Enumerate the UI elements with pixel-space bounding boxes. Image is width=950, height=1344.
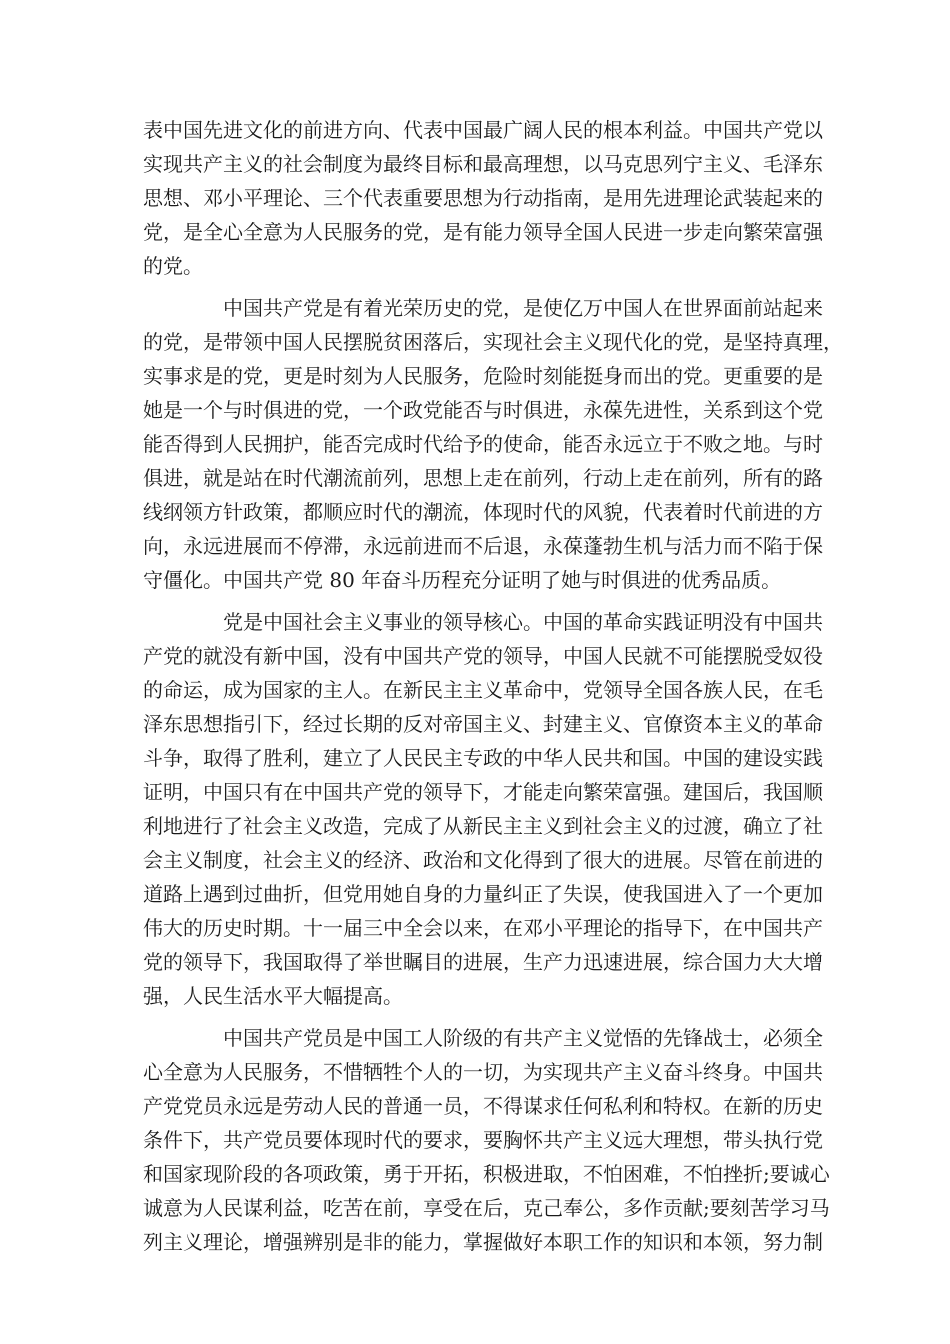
text-line: 证明，中国只有在中国共产党的领导下，才能走向繁荣富强。建国后，我国顺 bbox=[143, 780, 823, 804]
text-line: 产党的就没有新中国，没有中国共产党的领导，中国人民就不可能摆脱受奴役 bbox=[143, 644, 823, 668]
text-line: 诚意为人民谋利益，吃苦在前，享受在后，克己奉公，多作贡献;要刻苦学习马 bbox=[143, 1196, 830, 1220]
text-line: 思想、邓小平理论、三个代表重要思想为行动指南，是用先进理论武装起来的 bbox=[143, 186, 823, 210]
paragraph-3 bbox=[143, 605, 823, 1013]
text-line: 强，人民生活水平大幅提高。 bbox=[143, 984, 403, 1008]
text-line: 条件下，共产党员要体现时代的要求，要胸怀共产主义远大理想，带头执行党 bbox=[143, 1128, 823, 1152]
text-line: 的党，是带领中国人民摆脱贫困落后，实现社会主义现代化的党，是坚持真理， bbox=[143, 330, 843, 354]
text-line: 产党党员永远是劳动人民的普通一员，不得谋求任何私利和特权。在新的历史 bbox=[143, 1094, 823, 1118]
text-line: 中国共产党是有着光荣历史的党，是使亿万中国人在世界面前站起来 bbox=[223, 296, 823, 320]
text-line: 党，是全心全意为人民服务的党，是有能力领导全国人民进一步走向繁荣富强 bbox=[143, 220, 823, 244]
text-line: 列主义理论，增强辨别是非的能力，掌握做好本职工作的知识和本领，努力制 bbox=[143, 1230, 823, 1254]
text-line: 表中国先进文化的前进方向、代表中国最广阔人民的根本利益。中国共产党以 bbox=[143, 118, 823, 142]
text-line: 心全意为人民服务，不惜牺牲个人的一切，为实现共产主义奋斗终身。中国共 bbox=[143, 1060, 823, 1084]
text-line: 实事求是的党，更是时刻为人民服务，危险时刻能挺身而出的党。更重要的是 bbox=[143, 364, 823, 388]
text-line: 利地进行了社会主义改造，完成了从新民主主义到社会主义的过渡，确立了社 bbox=[143, 814, 823, 838]
text-line: 斗争，取得了胜利，建立了人民民主专政的中华人民共和国。中国的建设实践 bbox=[143, 746, 823, 770]
paragraph-1 bbox=[143, 113, 823, 283]
document-body bbox=[143, 113, 843, 1259]
text-line: 党是中国社会主义事业的领导核心。中国的革命实践证明没有中国共 bbox=[223, 610, 823, 634]
text-line: 守僵化。中国共产党 80 年奋斗历程充分证明了她与时俱进的优秀品质。 bbox=[143, 568, 782, 592]
paragraph-4 bbox=[143, 1021, 830, 1259]
text-line: 线纲领方针政策，都顺应时代的潮流，体现时代的风貌，代表着时代前进的方 bbox=[143, 500, 823, 524]
text-line: 的党。 bbox=[143, 254, 203, 278]
text-line: 她是一个与时俱进的党，一个政党能否与时俱进，永葆先进性，关系到这个党 bbox=[143, 398, 823, 422]
text-line: 中国共产党员是中国工人阶级的有共产主义觉悟的先锋战士，必须全 bbox=[223, 1026, 823, 1050]
text-line: 道路上遇到过曲折，但党用她自身的力量纠正了失误，使我国进入了一个更加 bbox=[143, 882, 823, 906]
text-line: 实现共产主义的社会制度为最终目标和最高理想，以马克思列宁主义、毛泽东 bbox=[143, 152, 823, 176]
text-line: 泽东思想指引下，经过长期的反对帝国主义、封建主义、官僚资本主义的革命 bbox=[143, 712, 823, 736]
text-line: 党的领导下，我国取得了举世瞩目的进展，生产力迅速进展，综合国力大大增 bbox=[143, 950, 823, 974]
text-line: 能否得到人民拥护，能否完成时代给予的使命，能否永远立于不败之地。与时 bbox=[143, 432, 823, 456]
text-line: 伟大的历史时期。十一届三中全会以来，在邓小平理论的指导下，在中国共产 bbox=[143, 916, 823, 940]
text-line: 的命运，成为国家的主人。在新民主主义革命中，党领导全国各族人民，在毛 bbox=[143, 678, 823, 702]
text-line: 会主义制度，社会主义的经济、政治和文化得到了很大的进展。尽管在前进的 bbox=[143, 848, 823, 872]
paragraph-2 bbox=[143, 291, 843, 597]
text-line: 俱进，就是站在时代潮流前列，思想上走在前列，行动上走在前列，所有的路 bbox=[143, 466, 823, 490]
text-line: 向，永远进展而不停滞，永远前进而不后退，永葆蓬勃生机与活力而不陷于保 bbox=[143, 534, 823, 558]
text-line: 和国家现阶段的各项政策，勇于开拓，积极进取，不怕困难，不怕挫折;要诚心 bbox=[143, 1162, 830, 1186]
